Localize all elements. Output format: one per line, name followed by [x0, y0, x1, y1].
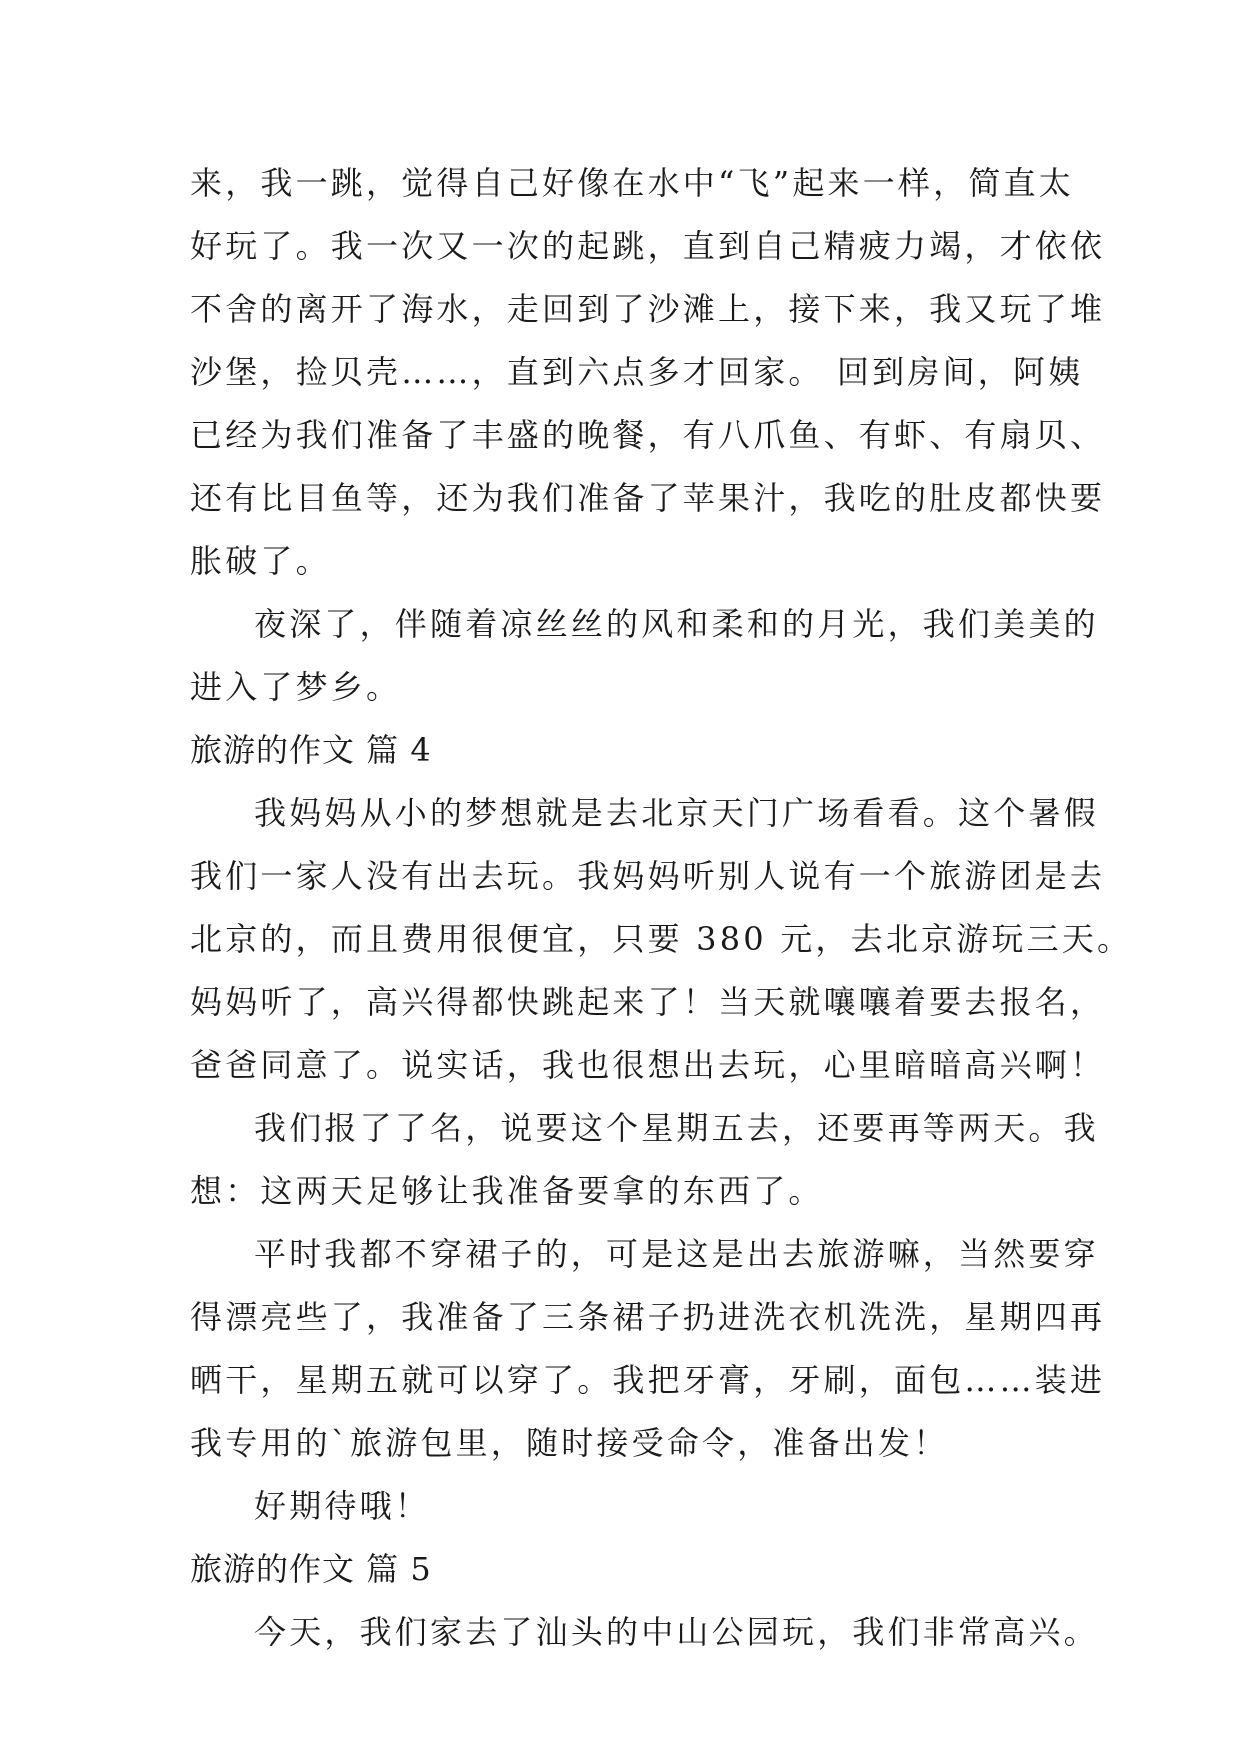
text-line: 北京的，而且费用很便宜，只要 380 元，去北京游玩三天。: [190, 920, 1133, 958]
text-line: 得漂亮些了，我准备了三条裙子扔进洗衣机洗洗，星期四再: [190, 1298, 1106, 1336]
text-line: 爸爸同意了。说实话，我也很想出去玩，心里暗暗高兴啊！: [190, 1046, 1106, 1084]
text-line: 来，我一跳，觉得自己好像在水中“飞”起来一样，简直太: [190, 164, 1074, 202]
text-line: 好期待哦！: [254, 1487, 431, 1525]
text-line: 平时我都不穿裙子的，可是这是出去旅游嘛，当然要穿: [254, 1235, 1099, 1273]
section-heading: 旅游的作文 篇 5: [190, 1550, 432, 1588]
text-line: 我专用的`旅游包里，随时接受命令，准备出发！: [190, 1424, 949, 1462]
text-line: 胀破了。: [190, 542, 331, 580]
text-line: 好玩了。我一次又一次的起跳，直到自己精疲力竭，才依依: [190, 227, 1106, 265]
text-line: 沙堡，捡贝壳……，直到六点多才回家。 回到房间，阿姨: [190, 353, 1084, 391]
text-line: 妈妈听了，高兴得都快跳起来了！当天就嚷嚷着要去报名，: [190, 983, 1106, 1021]
text-line: 还有比目鱼等，还为我们准备了苹果汁，我吃的肚皮都快要: [190, 479, 1106, 517]
text-line: 不舍的离开了海水，走回到了沙滩上，接下来，我又玩了堆: [190, 290, 1106, 328]
text-line: 进入了梦乡。: [190, 668, 402, 706]
text-line: 夜深了，伴随着凉丝丝的风和柔和的月光，我们美美的: [254, 605, 1099, 643]
text-line: 已经为我们准备了丰盛的晚餐，有八爪鱼、有虾、有扇贝、: [190, 416, 1106, 454]
text-line: 想：这两天足够让我准备要拿的东西了。: [190, 1172, 824, 1210]
text-line: 晒干，星期五就可以穿了。我把牙膏，牙刷，面包……装进: [190, 1361, 1106, 1399]
document-body: [190, 152, 1133, 1664]
text-line: 今天，我们家去了汕头的中山公园玩，我们非常高兴。: [254, 1613, 1099, 1651]
text-line: 我们报了了名，说要这个星期五去，还要再等两天。我: [254, 1109, 1099, 1147]
text-line: 我们一家人没有出去玩。我妈妈听别人说有一个旅游团是去: [190, 857, 1106, 895]
section-heading: 旅游的作文 篇 4: [190, 731, 432, 769]
text-line: 我妈妈从小的梦想就是去北京天门广场看看。这个暑假: [254, 794, 1099, 832]
